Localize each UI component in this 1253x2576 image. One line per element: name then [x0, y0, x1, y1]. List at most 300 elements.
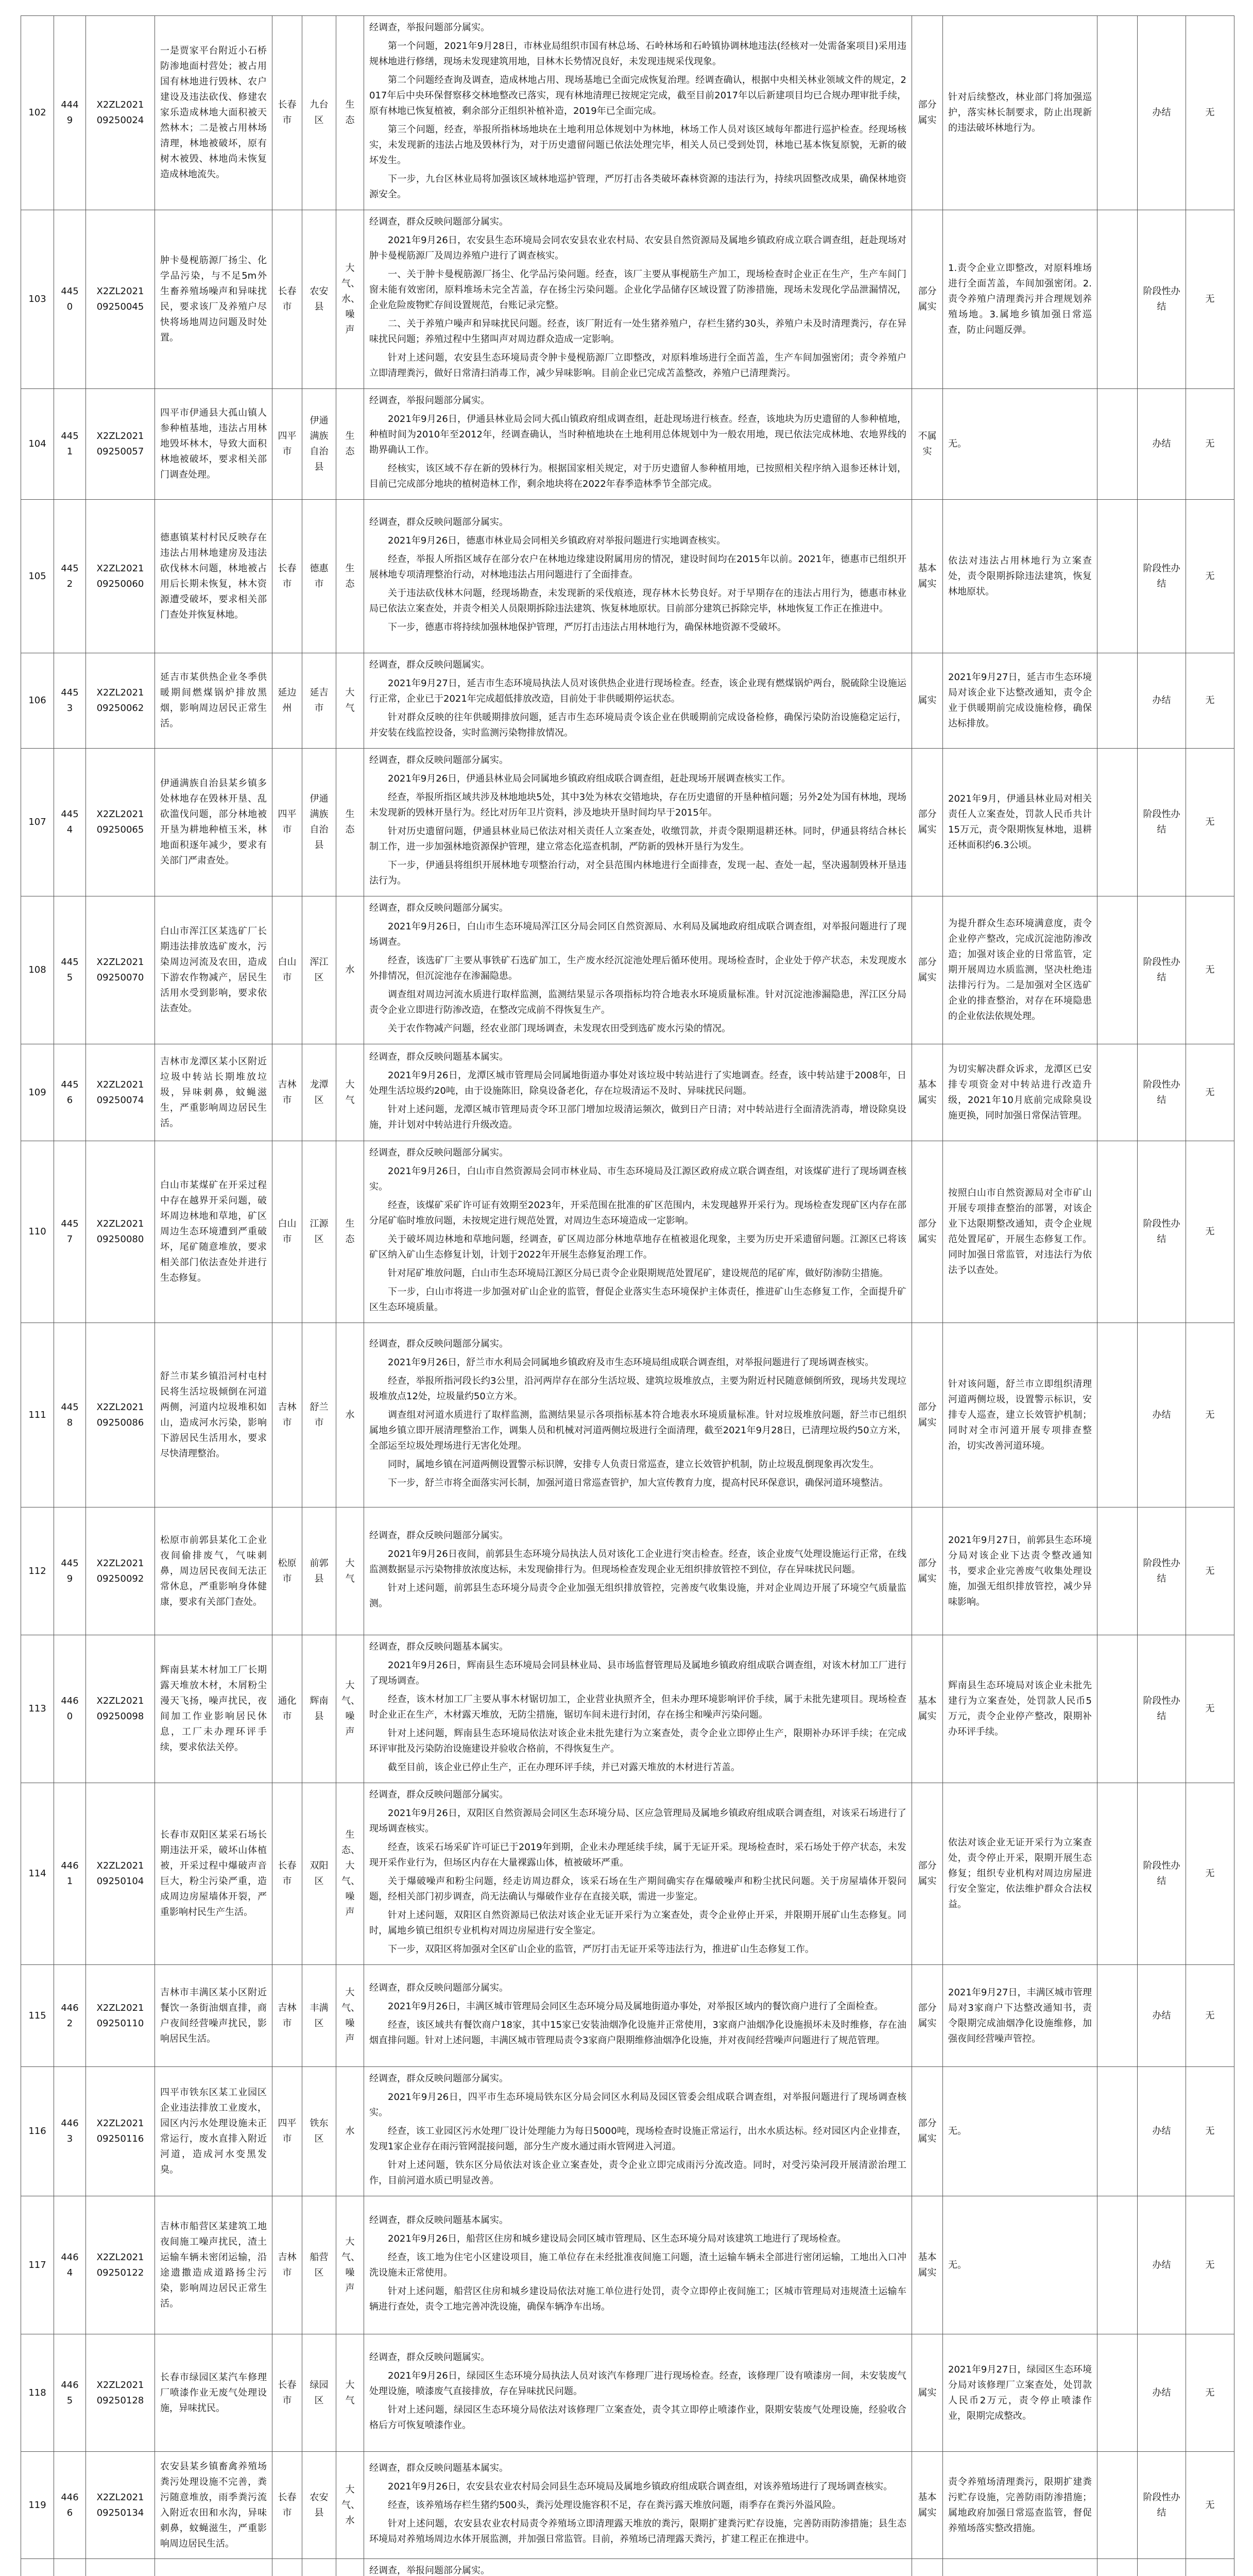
row-code [86, 1507, 155, 1635]
row-district: 船营区 [302, 2196, 336, 2334]
row-result-status: 基本属实 [912, 2452, 943, 2559]
body-paragraph: 2021年9月26日夜间，前郭县生态环境分局执法人员对该化工企业进行突击检查。经查，该企业废气处理设施运行正常，在线监测数据显示污染物排放浓度达标，未发现偷排行为。但现场检查发现企业无组织排放管控不到位，存在异味扰民问题。 [369, 1548, 906, 1575]
code-line: X2ZL2021 [96, 1079, 144, 1090]
table-row [21, 2334, 1234, 2452]
body-paragraph: 2021年9月26日，白山市自然资源局会同市林业局、市生态环境局及江源区政府成立联合调查组，对该煤矿进行了现场调查核实。 [369, 1166, 906, 1192]
row-type: 生态 [336, 500, 364, 653]
row-result-status: 属实 [912, 653, 943, 749]
code-line: X2ZL2021 [96, 1218, 144, 1229]
row-summary: 德惠镇某村村民反映存在违法占用林地建房及违法砍伐林木问题，林地被占用后长期未恢复，林木资源遭受破坏，要求相关部门查处并恢复林地。 [155, 500, 272, 653]
row-result-status: 部分属实 [912, 1783, 943, 1965]
row-id: 4465 [54, 2334, 86, 2452]
row-body [364, 16, 912, 210]
row-code [86, 2559, 155, 2576]
row-summary: 白山市浑江区某选矿厂长期违法排放选矿废水，污染周边河流及农田，造成下游农作物减产，居民生活用水受到影响，要求依法查处。 [155, 896, 272, 1044]
row-body [364, 1141, 912, 1323]
row-accountability [1097, 2067, 1138, 2196]
body-paragraph: 经核实，该区域不存在新的毁林行为。根据国家相关规定，对于历史遗留人参种植用地，已按照相关程序纳入退参还林计划，目前已完成部分地块的植树造林工作，剩余地块将在2022年春季造林季节全部完成。 [369, 463, 906, 489]
body-paragraph: 针对上述问题，农安县生态环境局责令肿卡曼枧筋源厂立即整改，对原料堆场进行全面苫盖，生产车间加强密闭；责令养殖户立即清理粪污，做好日常清扫消毒工作，减少异味影响。目前企业已完成苫盖整改，养殖户已清理粪污。 [369, 352, 906, 379]
body-paragraph: 关于违法砍伐林木问题，经现场勘查，未发现新的采伐痕迹，现存林木长势良好。对于早期存在的违法占用行为，德惠市林业局已依法立案查处，并责令相关人员限期拆除违法建筑、恢复林地原状。目前部分建筑已拆除完毕，林地恢复工作正在推进中。 [369, 587, 906, 614]
row-accountability [1097, 1965, 1138, 2067]
row-code [86, 2196, 155, 2334]
row-closed: 阶段性办结 [1138, 749, 1186, 896]
row-notes: 无 [1186, 2452, 1234, 2559]
body-paragraph: 针对上述问题，船营区住房和城乡建设局依法对施工单位进行处罚，责令立即停止夜间施工；区城市管理局对违规渣土运输车辆进行查处，责令工地完善冲洗设施，确保车辆净车出场。 [369, 2285, 906, 2312]
body-paragraph: 调查组对河道水质进行了取样监测，监测结果显示各项指标基本符合地表水环境质量标准。针对垃圾堆放问题，舒兰市已组织属地乡镇立即开展清理整治工作，调集人员和机械对河道两侧垃圾进行全面清理，截至2021年9月28日，已清理垃圾约50立方米，全部运至垃圾处理场进行无害化处理。 [369, 1409, 906, 1451]
body-paragraph: 调查组对周边河流水质进行取样监测，监测结果显示各项指标均符合地表水环境质量标准。针对沉淀池渗漏隐患，浑江区分局责令企业立即进行防渗改造，在整改完成前不得恢复生产。 [369, 989, 906, 1015]
row-summary: 四平市伊通县大孤山镇人参种植基地，违法占用林地毁坏林木，导致大面积林地被破坏，要求相关部门调查处理。 [155, 389, 272, 500]
code-line: X2ZL2021 [96, 2002, 144, 2013]
code-line: X2ZL2021 [96, 431, 144, 442]
row-result-status: 基本属实 [912, 2196, 943, 2334]
row-accountability [1097, 210, 1138, 389]
row-closed: 阶段性办结 [1138, 1635, 1186, 1783]
body-paragraph: 2021年9月26日，船营区住房和城乡建设局会同区城市管理局、区生态环境分局对该建筑工地进行了现场检查。 [388, 2233, 847, 2244]
table-row [21, 2067, 1234, 2196]
code-line: 09250092 [96, 1573, 144, 1584]
row-id: 4461 [54, 1783, 86, 1965]
row-id: 4460 [54, 1635, 86, 1783]
row-result-status: 基本属实 [912, 1635, 943, 1783]
row-type: 大气 [336, 653, 364, 749]
row-notes: 无 [1186, 749, 1234, 896]
code-line: 09250074 [96, 1094, 144, 1106]
row-result-status: 部分属实 [912, 1965, 943, 2067]
body-paragraph: 下一步，双阳区将加强对全区矿山企业的监管，严厉打击无证开采等违法行为，推进矿山生态修复工作。 [388, 1944, 814, 1955]
table-row [21, 749, 1234, 896]
body-paragraph: 经查，举报人所指区域存在部分农户在林地边缘建设附属用房的情况，建设时间均在2015年以前。2021年，德惠市已组织开展林地专项清理整治行动，对林地违法占用问题进行了全面排查。 [369, 553, 906, 580]
row-district: 农安县 [302, 2452, 336, 2559]
row-code [86, 2334, 155, 2452]
row-type: 大气 [336, 1507, 364, 1635]
body-paragraph: 经调查，群众反映问题部分属实。 [369, 755, 508, 766]
body-paragraph: 2021年9月27日，延吉市生态环境局执法人员对该供热企业进行现场检查。经查，该企业现有燃煤锅炉两台，脱硫除尘设施运行正常，企业已于2021年完成超低排放改造，目前处于非供暖期停运状态。 [369, 678, 906, 704]
row-closed [1138, 2559, 1186, 2576]
body-paragraph: 2021年9月26日，农安县农业农村局会同县生态环境局及属地乡镇政府组成联合调查组，对该养殖场进行了现场调查核实。 [388, 2481, 893, 2492]
row-notes: 无 [1186, 896, 1234, 1044]
row-handling: 为切实解决群众诉求，龙潭区已安排专项资金对中转站进行改造升级，2021年10月底前完成除臭设施更换，同时加强日常保洁管理。 [943, 1044, 1097, 1141]
row-region: 长春市 [272, 1783, 302, 1965]
row-handling: 无。 [943, 389, 1097, 500]
row-handling: 责令养殖场清理粪污，限期扩建粪污贮存设施，完善防雨防渗措施；属地政府加强日常巡查监管，督促养殖场落实整改措施。 [943, 2452, 1097, 2559]
code-line: 09250070 [96, 972, 144, 983]
row-result-status: 部分属实 [912, 1141, 943, 1323]
row-code [86, 653, 155, 749]
row-type: 水 [336, 2067, 364, 2196]
row-body [364, 2067, 912, 2196]
code-line: 09250057 [96, 446, 144, 457]
body-paragraph: 经调查，举报问题部分属实。 [369, 22, 490, 33]
body-paragraph: 经调查，群众反映问题基本属实。 [369, 1051, 508, 1062]
code-line: X2ZL2021 [96, 2492, 144, 2503]
row-body [364, 2196, 912, 2334]
row-region: 长春市 [272, 2452, 302, 2559]
row-id: 4449 [54, 16, 86, 210]
row-code [86, 1141, 155, 1323]
row-body [364, 210, 912, 389]
body-paragraph: 截至目前，该企业已停止生产，正在办理环评手续，并已对露天堆放的木材进行苫盖。 [388, 1762, 740, 1773]
row-result-status: 基本属实 [912, 1044, 943, 1141]
row-notes: 无 [1186, 2067, 1234, 2196]
row-handling: 2021年9月27日，丰满区城市管理局对3家商户下达整改通知书，责令限期完成油烟净化设施维修，加强夜间经营噪声管控。 [943, 1965, 1097, 2067]
code-line: X2ZL2021 [96, 1860, 144, 1871]
row-body [364, 389, 912, 500]
code-line: X2ZL2021 [96, 286, 144, 297]
row-notes: 无 [1186, 1044, 1234, 1141]
body-paragraph: 经调查，群众反映问题部分属实。 [369, 903, 508, 913]
row-summary: 吉林市丰满区某小区附近餐饮一条街油烟直排，商户夜间经营噪声扰民，影响居民生活。 [155, 1965, 272, 2067]
row-type: 大气、噪声 [336, 2196, 364, 2334]
body-paragraph: 经调查，群众反映问题基本属实。 [369, 2462, 508, 2473]
table-row [21, 896, 1234, 1044]
row-summary: 延吉市某供热企业冬季供暖期间燃煤锅炉排放黑烟，影响周边居民正常生活。 [155, 653, 272, 749]
body-paragraph: 经调查，群众反映问题部分属实。 [369, 1530, 508, 1541]
body-paragraph: 2021年9月26日，丰满区城市管理局会同区生态环境分局及属地街道办事处，对举报区域内的餐饮商户进行了全面检查。 [388, 2001, 884, 2012]
row-district: 舒兰市 [302, 1323, 336, 1507]
body-paragraph: 经查，举报所指区域共涉及林地地块5处，其中3处为林农交错地块，存在历史遗留的开垦种植问题；另外2处为国有林地，现场未发现新的毁林开垦行为。经比对历年卫片资料，涉及地块开垦时间均早于2015年。 [369, 792, 906, 818]
row-notes: 无 [1186, 1323, 1234, 1507]
table-row [21, 1783, 1234, 1965]
row-seq: 113 [21, 1635, 54, 1783]
code-line: 09250122 [96, 2267, 144, 2278]
table-row [21, 389, 1234, 500]
code-line: 09250065 [96, 824, 144, 835]
row-accountability [1097, 749, 1138, 896]
row-handling: 2021年9月27日，延吉市生态环境局对该企业下达整改通知，责令企业于供暖期前完成设施检修，确保达标排放。 [943, 653, 1097, 749]
row-region: 四平市 [272, 389, 302, 500]
body-paragraph: 针对上述问题，双阳区自然资源局已依法对该企业无证开采行为立案查处，责令企业停止开采，并限期开展矿山生态修复。同时，属地乡镇已组织专业机构对周边房屋进行安全鉴定。 [369, 1910, 906, 1936]
row-seq: 117 [21, 2196, 54, 2334]
row-seq [21, 2559, 54, 2576]
row-accountability [1097, 1783, 1138, 1965]
row-accountability [1097, 896, 1138, 1044]
row-code [86, 210, 155, 389]
body-paragraph: 经调查，群众反映问题部分属实。 [369, 1789, 508, 1800]
row-notes: 无 [1186, 16, 1234, 210]
row-closed: 办结 [1138, 2334, 1186, 2452]
row-district [302, 2559, 336, 2576]
row-id: 4450 [54, 210, 86, 389]
row-handling: 为提升群众生态环境满意度，责令企业停产整改，完成沉淀池防渗改造；加强对该企业的日常监管，定期开展周边水质监测，坚决杜绝违法排污行为。二是加强对全区选矿企业的排查整治，对存在环境隐患的企业依法依规处理。 [943, 896, 1097, 1044]
row-result-status: 部分属实 [912, 210, 943, 389]
table-row [21, 210, 1234, 389]
body-paragraph: 针对上述问题，辉南县生态环境局依法对该企业未批先建行为立案查处，责令企业立即停止生产，限期补办环评手续；在完成环评审批及污染防治设施建设并验收合格前，不得恢复生产。 [369, 1728, 906, 1754]
row-district: 龙潭区 [302, 1044, 336, 1141]
row-region: 吉林市 [272, 1323, 302, 1507]
row-body [364, 1323, 912, 1507]
row-summary: 舒兰市某乡镇沿河村屯村民将生活垃圾倾倒在河道两侧，河道内垃圾堆积如山，造成河水污染，影响下游居民生活用水，要求尽快清理整治。 [155, 1323, 272, 1507]
row-id: 4453 [54, 653, 86, 749]
row-result-status: 部分属实 [912, 896, 943, 1044]
row-result-status: 部分属实 [912, 749, 943, 896]
row-region: 长春市 [272, 500, 302, 653]
row-closed: 办结 [1138, 2196, 1186, 2334]
row-closed: 办结 [1138, 2067, 1186, 2196]
row-handling: 无。 [943, 2196, 1097, 2334]
code-line: 09250128 [96, 2395, 144, 2406]
row-code [86, 389, 155, 500]
row-closed: 阶段性办结 [1138, 210, 1186, 389]
row-seq: 108 [21, 896, 54, 1044]
code-line: 09250060 [96, 578, 144, 589]
report-sheet [21, 15, 1234, 2576]
body-paragraph: 下一步，白山市将进一步加强对矿山企业的监管，督促企业落实生态环境保护主体责任，推进矿山生态修复工作，全面提升矿区生态环境质量。 [369, 1286, 906, 1313]
body-paragraph: 经调查，群众反映问题部分属实。 [369, 216, 508, 227]
body-paragraph: 一、关于肿卡曼枧筋源厂扬尘、化学品污染问题。经查，该厂主要从事枧筋生产加工，现场检查时企业正在生产，生产车间门窗未能有效密闭，原料堆场未完全苫盖，存在扬尘污染问题。企业化学品储存区域设置了防渗措施，现场未发现化学品泄漏情况，企业危险废物贮存间设置规范，台账记录完整。 [369, 269, 906, 311]
row-id: 4463 [54, 2067, 86, 2196]
row-accountability [1097, 500, 1138, 653]
row-result-status: 部分属实 [912, 1323, 943, 1507]
body-paragraph: 针对上述问题，铁东区分局依法对该企业立案查处，责令企业立即完成雨污分流改造。同时，对受污染河段开展清淤治理工作，目前河道水质已明显改善。 [369, 2160, 906, 2186]
row-id: 4451 [54, 389, 86, 500]
body-paragraph: 经查，该养殖场存栏生猪约500头，粪污处理设施容积不足，存在粪污露天堆放问题，雨季存在粪污外溢风险。 [388, 2499, 842, 2511]
row-summary: 白山市某煤矿在开采过程中存在越界开采问题，破坏周边林地和草地，矿区周边生态环境遭到严重破坏，尾矿随意堆放，要求相关部门依法查处并进行生态修复。 [155, 1141, 272, 1323]
row-code [86, 500, 155, 653]
body-paragraph: 经调查，群众反映问题属实。 [369, 2351, 490, 2363]
row-closed: 办结 [1138, 653, 1186, 749]
table-row [21, 2196, 1234, 2334]
body-paragraph: 关于破坏周边林地和草地问题，经调查，矿区周边部分林地草地存在植被退化现象，主要为历史开采遗留问题。江源区已将该矿区纳入矿山生态修复计划，计划于2022年开展生态修复治理工作。 [369, 1234, 906, 1260]
row-result-status: 部分属实 [912, 16, 943, 210]
table-row [21, 500, 1234, 653]
code-line: X2ZL2021 [96, 2251, 144, 2263]
code-line: X2ZL2021 [96, 2118, 144, 2129]
row-handling: 辉南县生态环境局对该企业未批先建行为立案查处，处罚款人民币5万元，责令企业停产整改，限期补办环评手续。 [943, 1635, 1097, 1783]
row-code [86, 749, 155, 896]
row-seq: 109 [21, 1044, 54, 1141]
row-accountability [1097, 1323, 1138, 1507]
row-type: 生态、大气、噪声 [336, 1783, 364, 1965]
row-body [364, 2334, 912, 2452]
code-line: X2ZL2021 [96, 1557, 144, 1569]
body-paragraph: 经调查，群众反映问题部分属实。 [369, 1338, 508, 1349]
row-closed: 办结 [1138, 16, 1186, 210]
code-line: X2ZL2021 [96, 687, 144, 698]
body-paragraph: 经查，该区域共有餐饮商户18家，其中15家已安装油烟净化设施并正常使用，3家商户油烟净化设施损坏未及时维修，存在油烟直排问题。针对上述问题，丰满区城市管理局责令3家商户限期维修油烟净化设施，并对夜间经营噪声问题进行了规范管理。 [369, 2019, 906, 2046]
row-body [364, 1783, 912, 1965]
row-accountability [1097, 1141, 1138, 1323]
row-closed: 办结 [1138, 1323, 1186, 1507]
row-id: 4452 [54, 500, 86, 653]
row-summary: 吉林市船营区某建筑工地夜间施工噪声扰民，渣土运输车辆未密闭运输，沿途遗撒造成道路扬尘污染，影响周边居民正常生活。 [155, 2196, 272, 2334]
row-handling: 2021年9月，伊通县林业局对相关责任人立案查处，罚款人民币共计15万元，责令限期恢复林地，退耕还林面积约6.3公顷。 [943, 749, 1097, 896]
row-closed: 阶段性办结 [1138, 500, 1186, 653]
table-row [21, 2559, 1234, 2576]
row-id: 4455 [54, 896, 86, 1044]
row-accountability [1097, 16, 1138, 210]
row-closed: 阶段性办结 [1138, 1507, 1186, 1635]
row-handling: 2021年9月27日，绿园区生态环境分局对该修理厂立案查处，处罚款人民币2万元，责令停止喷漆作业，限期完成整改。 [943, 2334, 1097, 2452]
row-code [86, 1044, 155, 1141]
body-paragraph: 经调查，群众反映问题部分属实。 [369, 1982, 508, 1993]
row-summary: 长春市双阳区某采石场长期违法开采，破坏山体植被，开采过程中爆破声音巨大，粉尘污染严重，造成周边房屋墙体开裂，严重影响村民生产生活。 [155, 1783, 272, 1965]
row-type: 大气、水 [336, 2452, 364, 2559]
row-code [86, 1323, 155, 1507]
row-type: 生态 [336, 389, 364, 500]
row-accountability [1097, 1507, 1138, 1635]
row-id: 4457 [54, 1141, 86, 1323]
body-paragraph: 2021年9月26日，辉南县生态环境局会同县林业局、县市场监督管理局及属地乡镇政府组成联合调查组，对该木材加工厂进行了现场调查。 [369, 1660, 906, 1686]
row-body [364, 896, 912, 1044]
body-paragraph: 经调查，群众反映问题部分属实。 [369, 1147, 508, 1158]
body-paragraph: 针对群众反映的往年供暖期排放问题，延吉市生态环境局责令该企业在供暖期前完成设备检修，确保污染防治设施稳定运行，并安装在线监控设备，实时监测污染物排放情况。 [369, 712, 906, 738]
row-summary: 肿卡曼枧筋源厂扬尘、化学品污染，与不足5m外生畜养殖场噪声和异味扰民，要求该厂及养殖户尽快将场地周边问题及时处置。 [155, 210, 272, 389]
row-notes: 无 [1186, 500, 1234, 653]
row-code [86, 2067, 155, 2196]
row-handling: 1.责令企业立即整改，对原料堆场进行全面苫盖，车间加强密闭。2.责令养殖户清理粪污并合理规划养殖场地。3.属地乡镇加强日常巡查，防止问题反弹。 [943, 210, 1097, 389]
row-accountability [1097, 2334, 1138, 2452]
row-seq: 110 [21, 1141, 54, 1323]
row-code [86, 2452, 155, 2559]
row-type: 大气 [336, 1044, 364, 1141]
code-line: X2ZL2021 [96, 1696, 144, 1706]
body-paragraph: 关于农作物减产问题，经农业部门现场调查，未发现农田受到选矿废水污染的情况。 [388, 1023, 731, 1034]
code-line: X2ZL2021 [96, 2379, 144, 2391]
row-notes: 无 [1186, 1141, 1234, 1323]
row-seq: 112 [21, 1507, 54, 1635]
row-region: 吉林市 [272, 1965, 302, 2067]
row-region: 吉林市 [272, 2196, 302, 2334]
body-paragraph: 下一步，舒兰市将全面落实河长制，加强河道日常巡查管护，加大宣传教育力度，提高村民环保意识，确保河道环境整洁。 [388, 1477, 888, 1488]
body-paragraph: 同时，属地乡镇在河道两侧设置警示标识牌，安排专人负责日常巡查，建立长效管护机制，防止垃圾乱倒现象再次发生。 [388, 1459, 879, 1470]
row-body [364, 500, 912, 653]
row-notes: 无 [1186, 2196, 1234, 2334]
body-paragraph: 2021年9月26日，四平市生态环境局铁东区分局会同区水利局及园区管委会组成联合调查组，对举报问题进行了现场调查核实。 [369, 2092, 906, 2118]
row-summary [155, 2559, 272, 2576]
row-region [272, 2559, 302, 2576]
row-seq: 114 [21, 1783, 54, 1965]
body-paragraph: 经查，该选矿厂主要从事铁矿石选矿加工，生产废水经沉淀池处理后循环使用。现场检查时，企业处于停产状态，未发现废水外排情况，但沉淀池存在渗漏隐患。 [369, 955, 906, 981]
row-district: 伊通满族自治县 [302, 749, 336, 896]
row-accountability [1097, 2559, 1138, 2576]
body-paragraph: 经调查，群众反映问题部分属实。 [369, 516, 508, 528]
body-paragraph: 经调查，举报问题部分属实。 [369, 2565, 490, 2576]
row-seq: 103 [21, 210, 54, 389]
row-result-status: 属实 [912, 2334, 943, 2452]
row-type: 大气、噪声 [336, 1965, 364, 2067]
row-region: 延边州 [272, 653, 302, 749]
row-notes: 无 [1186, 1783, 1234, 1965]
row-summary: 伊通满族自治县某乡镇多处林地存在毁林开垦、乱砍滥伐问题，部分林地被开垦为耕地种植玉米，林地面积逐年减少，要求有关部门严肃查处。 [155, 749, 272, 896]
row-notes: 无 [1186, 653, 1234, 749]
code-line: X2ZL2021 [96, 99, 144, 110]
code-line: 09250045 [96, 301, 144, 312]
row-type: 生态 [336, 749, 364, 896]
row-region: 通化市 [272, 1635, 302, 1783]
row-district: 辉南县 [302, 1635, 336, 1783]
row-region: 长春市 [272, 16, 302, 210]
row-id [54, 2559, 86, 2576]
row-notes: 无 [1186, 1635, 1234, 1783]
row-notes: 无 [1186, 389, 1234, 500]
row-body [364, 2452, 912, 2559]
body-paragraph: 针对尾矿堆放问题，白山市生态环境局江源区分局已责令企业限期规范处置尾矿，建设规范的尾矿库，做好防渗防尘措施。 [388, 1268, 888, 1279]
row-code [86, 1635, 155, 1783]
table-row [21, 1965, 1234, 2067]
code-line: 09250110 [96, 2018, 144, 2029]
body-paragraph: 2021年9月26日，德惠市林业局会同相关乡镇政府对举报问题进行实地调查核实。 [388, 535, 726, 546]
row-closed: 办结 [1138, 389, 1186, 500]
row-handling: 针对该问题，舒兰市立即组织清理河道两侧垃圾，设置警示标识，安排专人巡查，建立长效管护机制；同时对全市河道开展专项排查整治，切实改善河道环境。 [943, 1323, 1097, 1507]
row-result-status: 部分属实 [912, 2067, 943, 2196]
row-accountability [1097, 2196, 1138, 2334]
row-district: 前郭县 [302, 1507, 336, 1635]
body-paragraph: 2021年9月26日，伊通县林业局会同属地乡镇政府组成联合调查组，赶赴现场开展调查核实工作。 [388, 773, 791, 784]
row-body [364, 2559, 912, 2576]
row-seq: 106 [21, 653, 54, 749]
row-closed: 阶段性办结 [1138, 1783, 1186, 1965]
body-paragraph: 经调查，群众反映问题部分属实。 [369, 2073, 508, 2084]
body-paragraph: 下一步，德惠市将持续加强林地保护管理，严厉打击违法占用林地行为，确保林地资源不受破坏。 [388, 621, 786, 633]
row-body [364, 1044, 912, 1141]
row-closed: 阶段性办结 [1138, 896, 1186, 1044]
row-id: 4454 [54, 749, 86, 896]
body-paragraph: 2021年9月26日，龙潭区城市管理局会同属地街道办事处对该垃圾中转站进行了实地调查。经查，该中转站建于2008年，日处理生活垃圾约20吨，由于设施陈旧，除臭设备老化，存在垃圾清运不及时、异味扰民问题。 [369, 1070, 906, 1096]
row-notes [1186, 2559, 1234, 2576]
table-row [21, 2452, 1234, 2559]
row-type: 水 [336, 1323, 364, 1507]
row-seq: 105 [21, 500, 54, 653]
row-body [364, 653, 912, 749]
row-closed: 阶段性办结 [1138, 1044, 1186, 1141]
row-id: 4462 [54, 1965, 86, 2067]
row-id: 4456 [54, 1044, 86, 1141]
code-line: 09250086 [96, 1417, 144, 1428]
table-row [21, 1141, 1234, 1323]
row-accountability [1097, 1044, 1138, 1141]
body-paragraph: 2021年9月26日，舒兰市水利局会同属地乡镇政府及市生态环境局组成联合调查组，对举报问题进行了现场调查核实。 [388, 1357, 874, 1368]
body-paragraph: 第三个问题，经查，举报所指林场地块在土地利用总体规划中为林地，林场工作人员对该区域每年都进行巡护检查。经现场核实，未发现新的违法占地及毁林行为，对于历史遗留问题已依法处理完毕，相关人员已受到处罚，林地已基本恢复原貌，无新的破坏发生。 [369, 124, 906, 166]
body-paragraph: 经调查，举报问题部分属实。 [369, 395, 490, 406]
table-row [21, 1507, 1234, 1635]
row-seq: 107 [21, 749, 54, 896]
code-line: X2ZL2021 [96, 957, 144, 968]
row-id: 4459 [54, 1507, 86, 1635]
row-region: 四平市 [272, 749, 302, 896]
row-district: 延吉市 [302, 653, 336, 749]
table-row [21, 653, 1234, 749]
row-handling: 针对后续整改，林业部门将加强巡护，落实林长制要求，防止出现新的违法破坏林地行为。 [943, 16, 1097, 210]
row-result-status: 部分属实 [912, 1507, 943, 1635]
row-accountability [1097, 2452, 1138, 2559]
row-handling: 依法对该企业无证开采行为立案查处，责令停止开采，限期开展生态修复；组织专业机构对周边房屋进行安全鉴定，依法维护群众合法权益。 [943, 1783, 1097, 1965]
row-handling: 无。 [943, 2067, 1097, 2196]
row-notes: 无 [1186, 2334, 1234, 2452]
row-region: 白山市 [272, 1141, 302, 1323]
table-row [21, 16, 1234, 210]
row-type [336, 2559, 364, 2576]
body-paragraph: 经查，该工业园区污水处理厂设计处理能力为每日5000吨，现场检查时设施正常运行，出水水质达标。经对园区内企业排查，发现1家企业存在雨污管网混接问题，部分生产废水通过雨水管网进入河道。 [369, 2126, 906, 2152]
row-type: 生态 [336, 16, 364, 210]
row-seq: 104 [21, 389, 54, 500]
body-paragraph: 2021年9月26日，双阳区自然资源局会同区生态环境分局、区应急管理局及属地乡镇政府组成联合调查组，对该采石场进行了现场调查核实。 [369, 1808, 906, 1834]
row-region: 吉林市 [272, 1044, 302, 1141]
body-paragraph: 经调查，群众反映问题属实。 [369, 659, 490, 670]
row-result-status: 不属实 [912, 389, 943, 500]
body-paragraph: 2021年9月26日，伊通县林业局会同大孤山镇政府组成调查组，赶赴现场进行核查。经查，该地块为历史遗留的人参种植地，种植时间为2010年至2012年，经调查确认，当时种植地块在土地利用总体规划中为一般农用地，现已依法完成林地、农地界线的勘界确认工作。 [369, 414, 906, 455]
row-type: 大气 [336, 2334, 364, 2452]
code-line: 09250080 [96, 1234, 144, 1245]
code-line: 09250024 [96, 115, 144, 126]
row-code [86, 1783, 155, 1965]
row-type: 大气、水、噪声 [336, 210, 364, 389]
body-paragraph: 第一个问题，2021年9月28日，市林业局组织市国有林总场、石岭林场和石岭镇协调林地违法(经核对一处需备案项目)采用违规林地进行修缮，现场未发现建筑用地，目林木长势情况良好，未发现违规采伐现象。 [369, 41, 906, 67]
row-closed: 办结 [1138, 1965, 1186, 2067]
row-region: 长春市 [272, 210, 302, 389]
body-paragraph: 经调查，群众反映问题基本属实。 [369, 2214, 508, 2226]
row-district: 德惠市 [302, 500, 336, 653]
row-summary: 吉林市龙潭区某小区附近垃圾中转站长期堆放垃圾，异味刺鼻，蚊蝇滋生，严重影响周边居民生活。 [155, 1044, 272, 1141]
